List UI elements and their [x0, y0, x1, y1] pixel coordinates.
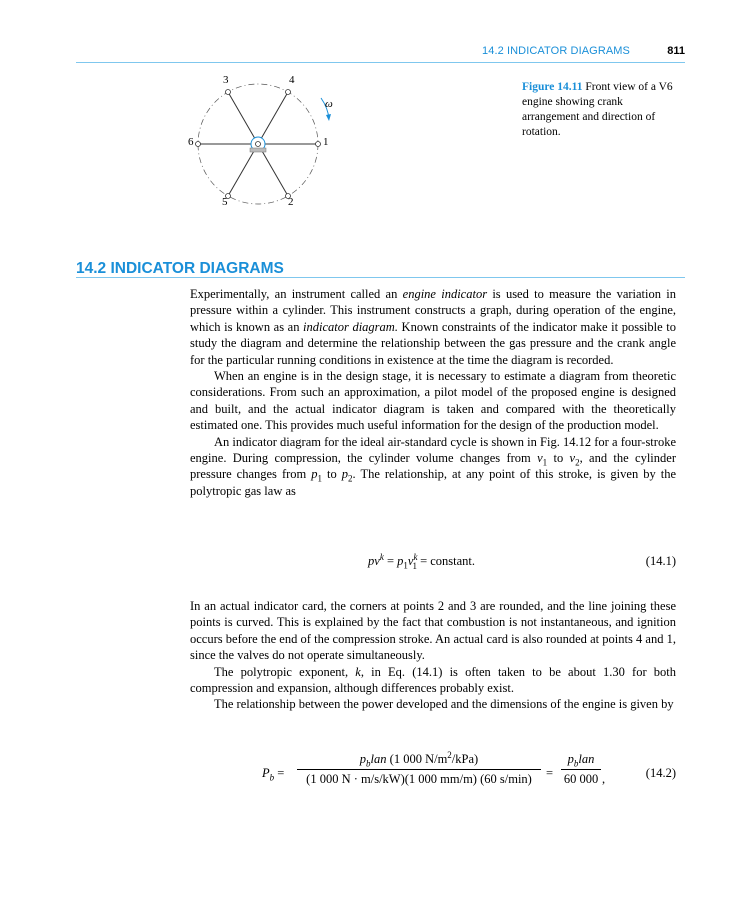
equation-14-1-expression: $pv^k = p_1v^k_1$ = constant.: [368, 551, 476, 571]
crank-label-2: 2: [288, 196, 294, 208]
crank-label-5: 5: [222, 196, 228, 208]
page-number: 811: [667, 45, 685, 57]
equation-14-2-lhs: $P_b$ =: [262, 766, 285, 783]
omega-label: ω: [325, 98, 333, 110]
section-rule: [76, 277, 685, 278]
figure-caption-label: Figure 14.11: [522, 81, 583, 93]
paragraph-3: An indicator diagram for the ideal air-standard cycle is shown in Fig. 14.12 for a four-stroke engine. During compression, the cylinder volume changes from $v_1$ to $v_2$, and the cylinder pressure changes from $p_1$ to $p_2$. The relationship, at any point of this stroke, is given by the polytropic gas law as: [190, 434, 676, 498]
paragraph-1: Experimentally, an instrument called an engine indicator is used to measure the variation in pressure within a cylinder. This instrument constructs a graph, during operation of the engine, which is known as an indicator diagram. Known constraints of the indicator make it possible to study the diagram and determine the relationship between the gas pressure and the crank angle for the particular running conditions in existence at the time the diagram is recorded.: [190, 287, 676, 367]
crank-pin-6: [196, 142, 201, 147]
equation-number-14-1: (14.1): [645, 554, 676, 568]
crank-pin-3: [226, 90, 231, 95]
crank-label-3: 3: [223, 74, 229, 86]
header-rule: [76, 62, 685, 63]
section-heading: 14.2 INDICATOR DIAGRAMS: [76, 260, 284, 277]
figure-caption: [522, 80, 682, 140]
crank-label-4: 4: [289, 74, 295, 86]
crank-diagram: [170, 68, 360, 213]
crank-label-6: 6: [188, 136, 194, 148]
body-text-bottom: [190, 598, 676, 713]
crank-pin-1: [316, 142, 321, 147]
paragraph-6: The relationship between the power developed and the dimensions of the engine is given by: [214, 697, 674, 712]
equation-14-1: [190, 551, 676, 574]
figure-caption-text: Front view of a V6 engine showing crank arrangement and direction of rotation.: [522, 81, 673, 138]
body-text-top: [190, 286, 676, 499]
bearing-support: [250, 148, 266, 152]
equation-14-2: $P_b$ = $p_blan$ (1 000 $N/m^2/kPa$) (1 000 N · m/s/kW)(1 000 mm/m) (60 s/min) = $p_blan$ 60 000 , (14.2): [262, 749, 676, 786]
equation-number-14-2: (14.2): [645, 766, 676, 780]
crank-label-1: 1: [323, 136, 329, 148]
crank-arrangement-figure: [170, 68, 360, 213]
crank-pin-4: [286, 90, 291, 95]
running-head-title: 14.2 INDICATOR DIAGRAMS: [482, 45, 630, 57]
paragraph-4: In an actual indicator card, the corners at points 2 and 3 are rounded, and the line joining these points is curved. This is explained by the fact that combustion is not instantaneous, and ignition occurs before the end of the compression stroke. An actual card is also rounded at points 4 and 1, since the valves do not operate simultaneously.: [190, 599, 676, 663]
paragraph-5: The polytropic exponent, k, in Eq. (14.1) is often taken to be about 1.30 for both compression and expansion, although differences probably exist.: [190, 664, 676, 696]
running-head: [0, 45, 685, 61]
equation-14-2-simplified: $p_blan$ 60 000: [561, 752, 601, 787]
equation-14-2-fraction: $p_blan$ (1 000 $N/m^2/kPa$) (1 000 N · m/s/kW)(1 000 mm/m) (60 s/min): [297, 752, 541, 787]
paragraph-2: When an engine is in the design stage, it is necessary to estimate a diagram from theoretic considerations. From such an approximation, a pilot model of the proposed engine is designed and built, and the actual indicator diagram is taken and compared with the theoretically estimated one. This provides much useful information for the design of the production model.: [190, 369, 676, 433]
